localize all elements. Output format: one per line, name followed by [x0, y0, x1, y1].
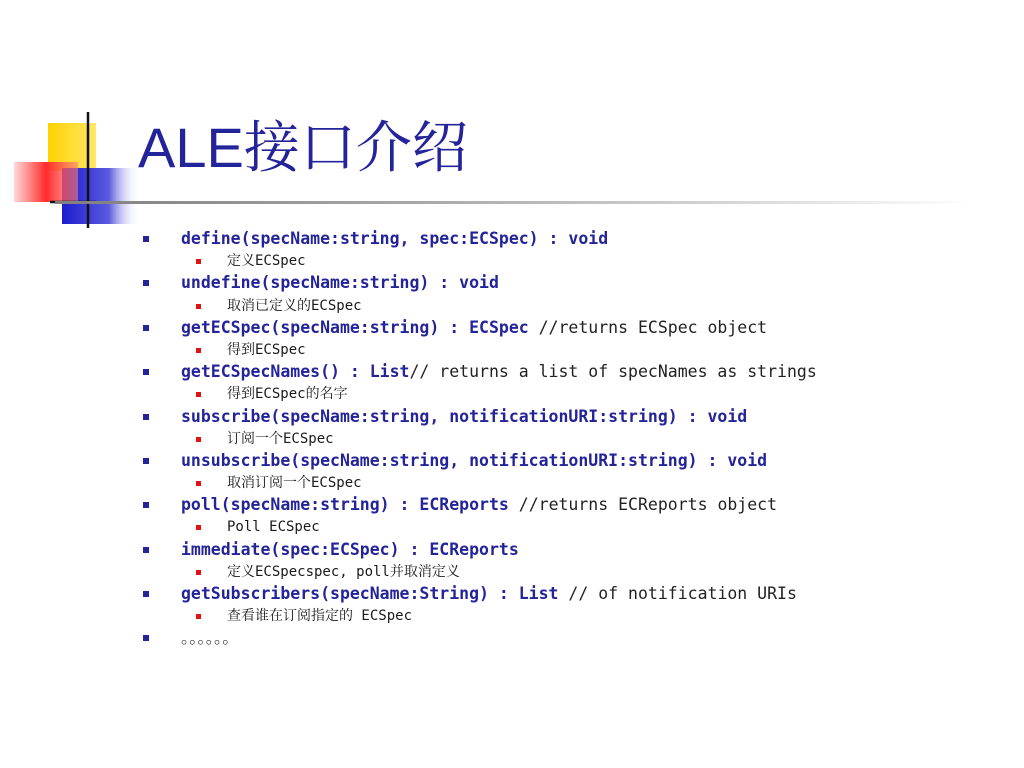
- list-item: [140, 494, 1010, 538]
- bullet-icon: [143, 280, 149, 286]
- method-description: 取消订阅一个ECSpec: [227, 475, 362, 492]
- method-signature: subscribe(specName:string, notificationURI:string) : void: [181, 406, 748, 426]
- list-item: [140, 539, 1010, 583]
- bullet-icon: [143, 325, 149, 331]
- method-signature: unsubscribe(specName:string, notificationURI:string) : void: [181, 450, 768, 470]
- bullet-icon: [143, 369, 149, 375]
- method-description: 得到ECSpec: [227, 341, 306, 358]
- bullet-icon: [143, 236, 149, 242]
- list-item: [140, 406, 1010, 450]
- list-item: [140, 272, 1010, 316]
- method-description: 得到ECSpec的名字: [227, 386, 348, 403]
- method-description: Poll ECSpec: [227, 519, 320, 536]
- bullet-icon: [143, 502, 149, 508]
- list-item: [140, 627, 1010, 649]
- method-comment: // returns a list of specNames as strings: [409, 362, 817, 382]
- page-title: ALE接口介绍: [138, 116, 468, 179]
- method-list: [140, 228, 1010, 650]
- sub-bullet-icon: [196, 304, 201, 309]
- bullet-icon: [143, 458, 149, 464]
- sub-bullet-icon: [196, 525, 201, 530]
- method-signature: define(specName:string, spec:ECSpec) : void: [181, 229, 609, 248]
- method-signature: immediate(spec:ECSpec) : ECReports: [181, 539, 519, 559]
- list-item: [140, 361, 1010, 405]
- method-comment: //returns ECReports object: [508, 495, 778, 515]
- bullet-icon: [143, 635, 149, 641]
- sub-bullet-icon: [196, 570, 201, 575]
- sub-bullet-icon: [196, 614, 201, 619]
- list-item: [140, 317, 1010, 361]
- method-description: 定义ECSpecspec, poll并取消定义: [227, 563, 460, 580]
- sub-bullet-icon: [196, 481, 201, 486]
- method-description: 定义ECSpec: [227, 253, 306, 270]
- list-item: [140, 583, 1010, 627]
- method-description: 订阅一个ECSpec: [227, 430, 334, 447]
- list-item: [140, 228, 1010, 272]
- sub-bullet-icon: [196, 259, 201, 264]
- method-comment: //returns ECSpec object: [528, 317, 768, 337]
- method-description: 查看谁在订阅指定的 ECSpec: [227, 608, 413, 625]
- list-item: [140, 450, 1010, 494]
- sub-bullet-icon: [196, 392, 201, 397]
- bullet-icon: [143, 591, 149, 597]
- method-signature: getECSpec(specName:string) : ECSpec: [181, 317, 529, 337]
- slide-decoration: [0, 0, 140, 240]
- method-signature: getSubscribers(specName:String) : List: [181, 584, 559, 603]
- bullet-icon: [143, 414, 149, 420]
- method-signature: undefine(specName:string) : void: [181, 273, 499, 293]
- sub-bullet-icon: [196, 437, 201, 442]
- method-signature: getECSpecNames() : List: [181, 362, 410, 382]
- red-square: [14, 162, 78, 202]
- sub-bullet-icon: [196, 348, 201, 353]
- method-signature: poll(specName:string) : ECReports: [181, 495, 509, 515]
- title-divider: [55, 201, 975, 204]
- bullet-icon: [143, 547, 149, 553]
- ellipsis-text: 。。。。。。: [181, 628, 239, 648]
- method-description: 取消已定义的ECSpec: [227, 297, 362, 314]
- method-comment: // of notification URIs: [558, 584, 797, 603]
